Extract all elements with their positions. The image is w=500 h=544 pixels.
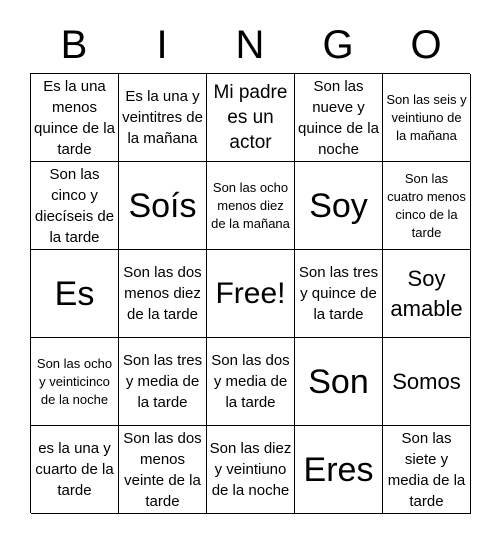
bingo-cell	[295, 338, 383, 426]
header-letter-n: N	[235, 23, 265, 67]
header-letter-i: I	[156, 23, 168, 67]
cell-text: Son las ocho menos diez de la mañana	[211, 179, 290, 231]
free-space-cell	[207, 250, 295, 338]
cell-text: Son las diez y veintiuno de la noche	[209, 440, 292, 499]
cell-text: Son las tres y media de la tarde	[122, 352, 203, 411]
cell-text: Soy	[309, 186, 368, 225]
cell-text: Mi padre es un actor	[213, 82, 288, 153]
cell-text: Es la una y veintitres de la mañana	[122, 88, 203, 147]
cell-text: es la una y cuarto de la tarde	[35, 440, 114, 499]
cell-text: Son las seis y veintiuno de la mañana	[386, 91, 467, 143]
cell-text: Son las cuatro menos cinco de la tarde	[387, 170, 466, 240]
bingo-cell	[383, 250, 471, 338]
cell-text: Soy amable	[390, 265, 463, 321]
bingo-cell	[383, 338, 471, 426]
cell-text: Son las tres y quince de la tarde	[298, 264, 379, 323]
cell-text: Es la una menos quince de la tarde	[34, 77, 115, 158]
bingo-cell	[207, 74, 295, 162]
bingo-cell	[119, 162, 207, 250]
bingo-cell	[383, 426, 471, 514]
cell-text: Son las dos menos veinte de la tarde	[123, 429, 202, 510]
bingo-cell	[295, 426, 383, 514]
bingo-cell	[207, 338, 295, 426]
cell-text: Eres	[303, 450, 374, 489]
header-letter-g: G	[322, 23, 354, 67]
cell-text: Son	[308, 362, 369, 401]
bingo-cell	[119, 338, 207, 426]
bingo-cell	[295, 162, 383, 250]
bingo-cell	[31, 74, 119, 162]
cell-text: Son las cinco y diecíseis de la tarde	[34, 165, 115, 246]
cell-text: Son las siete y media de la tarde	[387, 429, 466, 510]
cell-text: Es	[54, 274, 95, 313]
free-space-text: Free!	[215, 276, 286, 310]
bingo-grid	[30, 73, 470, 513]
cell-text: Son las dos y media de la tarde	[211, 352, 290, 411]
header-letter-o: O	[410, 23, 442, 67]
bingo-cell	[383, 74, 471, 162]
cell-text: Son las ocho y veinticinco de la noche	[36, 355, 113, 407]
bingo-cell	[207, 162, 295, 250]
bingo-cell	[31, 338, 119, 426]
cell-text: Son las dos menos diez de la tarde	[123, 264, 202, 323]
bingo-cell	[383, 162, 471, 250]
bingo-cell	[119, 74, 207, 162]
header-letter-b: B	[60, 23, 88, 67]
cell-text: Son las nueve y quince de la noche	[298, 77, 379, 158]
bingo-cell	[295, 74, 383, 162]
cell-text: Somos	[392, 368, 461, 394]
cell-text: Soís	[128, 186, 197, 225]
bingo-header	[30, 18, 470, 72]
bingo-cell	[31, 162, 119, 250]
bingo-cell	[207, 426, 295, 514]
bingo-cell	[31, 250, 119, 338]
bingo-cell	[119, 426, 207, 514]
bingo-cell	[119, 250, 207, 338]
bingo-cell	[295, 250, 383, 338]
bingo-cell	[31, 426, 119, 514]
